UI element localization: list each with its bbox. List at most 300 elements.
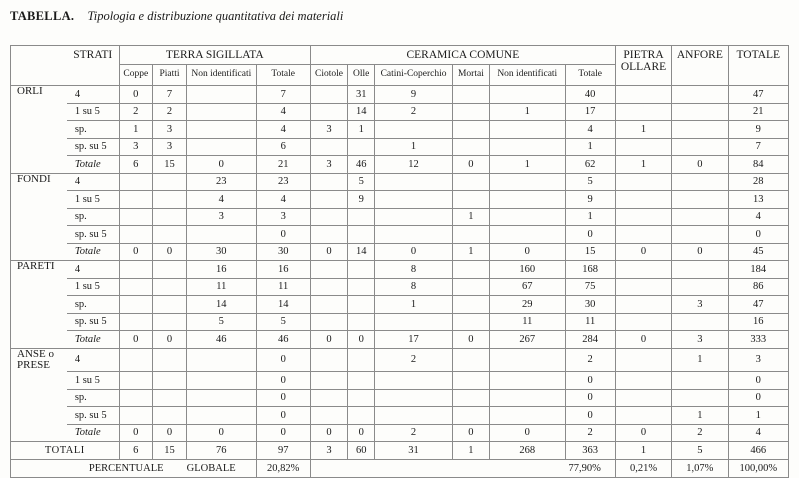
table-row (11, 191, 789, 209)
table-cell (119, 296, 152, 314)
table-cell (672, 208, 728, 226)
table-cell: 2 (375, 424, 452, 442)
table-cell (348, 348, 375, 372)
table-cell: 8 (375, 261, 452, 279)
table-cell: 0 (152, 243, 186, 261)
table-cell: 30 (565, 296, 615, 314)
table-cell: 0 (152, 424, 186, 442)
table-cell: 0 (615, 424, 671, 442)
table-cell (615, 191, 671, 209)
table-cell (348, 226, 375, 244)
table-row (11, 331, 789, 349)
table-cell (119, 173, 152, 191)
table-cell (119, 348, 152, 372)
section-label (11, 208, 67, 226)
table-cell: 3 (672, 331, 728, 349)
totali-cell: 268 (490, 442, 565, 460)
row-label: Totale (67, 331, 119, 349)
table-cell (152, 372, 186, 390)
row-label: sp. (67, 208, 119, 226)
header-ceramica-comune: CERAMICA COMUNE (310, 46, 615, 65)
table-row (11, 138, 789, 156)
table-cell (615, 296, 671, 314)
table-cell (348, 296, 375, 314)
table-cell: 9 (565, 191, 615, 209)
totali-cell: 15 (152, 442, 186, 460)
header-anfore: ANFORE (672, 46, 728, 86)
row-label: sp. (67, 121, 119, 139)
table-cell: 9 (728, 121, 788, 139)
table-cell: 160 (490, 261, 565, 279)
table-cell (310, 86, 347, 104)
table-cell: 1 (452, 243, 489, 261)
table-cell (310, 372, 347, 390)
table-cell (375, 313, 452, 331)
table-cell (187, 389, 256, 407)
header-pietra-ollare: PIETRA OLLARE (615, 46, 671, 86)
table-cell: 47 (728, 296, 788, 314)
table-row (11, 407, 789, 425)
subheader-ciotole: Ciotole (310, 65, 347, 86)
table-cell: 0 (452, 424, 489, 442)
table-cell: 30 (187, 243, 256, 261)
table-row (11, 278, 789, 296)
subheader-non-identificati-ts: Non identificati (187, 65, 256, 86)
table-cell (119, 208, 152, 226)
table-row (11, 121, 789, 139)
table-cell (152, 313, 186, 331)
table-cell (615, 86, 671, 104)
table-cell: 0 (152, 331, 186, 349)
percentuale-terra-sigillata: 20,82% (256, 460, 310, 478)
totali-cell: 97 (256, 442, 310, 460)
table-cell: 3 (310, 156, 347, 174)
table-cell (452, 226, 489, 244)
table-cell (187, 86, 256, 104)
table-cell (672, 103, 728, 121)
table-cell: 0 (119, 424, 152, 442)
table-row (11, 208, 789, 226)
table-cell (490, 173, 565, 191)
table-cell: 1 (672, 348, 728, 372)
row-label: Totale (67, 243, 119, 261)
table-cell: 3 (119, 138, 152, 156)
table-cell: 1 (672, 407, 728, 425)
table-cell: 0 (348, 331, 375, 349)
table-cell: 1 (375, 296, 452, 314)
table-cell (187, 226, 256, 244)
table-cell (615, 348, 671, 372)
percentuale-anfore: 1,07% (672, 460, 728, 478)
subheader-coppe: Coppe (119, 65, 152, 86)
table-cell (310, 278, 347, 296)
table-cell: 12 (375, 156, 452, 174)
table-cell: 284 (565, 331, 615, 349)
table-cell (187, 407, 256, 425)
table-cell: 0 (565, 389, 615, 407)
table-cell (672, 121, 728, 139)
table-cell (119, 372, 152, 390)
totali-cell: 466 (728, 442, 788, 460)
table-cell (490, 191, 565, 209)
table-cell: 0 (256, 407, 310, 425)
section-label (11, 407, 67, 425)
table-row (11, 313, 789, 331)
table-cell: 3 (310, 121, 347, 139)
table-cell: 4 (256, 191, 310, 209)
table-cell: 28 (728, 173, 788, 191)
table-cell: 7 (728, 138, 788, 156)
table-cell: 86 (728, 278, 788, 296)
section-label (11, 226, 67, 244)
table-cell: 62 (565, 156, 615, 174)
table-cell: 23 (256, 173, 310, 191)
row-label: 4 (67, 86, 119, 104)
totali-cell: 363 (565, 442, 615, 460)
row-label: 1 su 5 (67, 191, 119, 209)
table-cell: 5 (256, 313, 310, 331)
table-cell (119, 313, 152, 331)
table-cell: 1 (615, 121, 671, 139)
table-cell (119, 278, 152, 296)
table-cell (490, 208, 565, 226)
table-cell (187, 348, 256, 372)
table-cell: 75 (565, 278, 615, 296)
table-cell (452, 313, 489, 331)
table-cell: 11 (256, 278, 310, 296)
table-cell (187, 138, 256, 156)
table-row (11, 389, 789, 407)
section-label (11, 313, 67, 331)
table-cell (348, 313, 375, 331)
table-cell: 1 (119, 121, 152, 139)
table-cell: 29 (490, 296, 565, 314)
section-label (11, 138, 67, 156)
header-totale: TOTALE (728, 46, 788, 86)
table-cell: 4 (256, 121, 310, 139)
table-cell (490, 372, 565, 390)
row-label: 1 su 5 (67, 372, 119, 390)
table-cell: 16 (187, 261, 256, 279)
table-cell: 0 (256, 389, 310, 407)
table-cell (615, 389, 671, 407)
table-cell: 16 (256, 261, 310, 279)
table-cell: 0 (490, 424, 565, 442)
table-cell: 5 (565, 173, 615, 191)
table-cell: 0 (375, 243, 452, 261)
table-row (11, 156, 789, 174)
table-cell (152, 278, 186, 296)
row-label: sp. su 5 (67, 138, 119, 156)
totali-cell: 76 (187, 442, 256, 460)
table-cell (348, 372, 375, 390)
row-label: sp. su 5 (67, 226, 119, 244)
table-cell: 1 (452, 208, 489, 226)
totali-row (11, 442, 789, 460)
row-label: 1 su 5 (67, 103, 119, 121)
table-cell (672, 372, 728, 390)
table-cell (310, 296, 347, 314)
table-cell (490, 226, 565, 244)
table-cell: 0 (672, 243, 728, 261)
table-row (11, 296, 789, 314)
row-label: 1 su 5 (67, 278, 119, 296)
section-label (11, 331, 67, 349)
table-cell: 333 (728, 331, 788, 349)
table-cell (152, 173, 186, 191)
table-cell: 1 (348, 121, 375, 139)
table-cell: 0 (452, 331, 489, 349)
table-row (11, 348, 789, 372)
table-cell: 46 (187, 331, 256, 349)
table-cell: 0 (310, 243, 347, 261)
totali-label: TOTALI (11, 442, 120, 460)
table-cell (615, 103, 671, 121)
table-cell: 0 (310, 331, 347, 349)
table-cell (490, 121, 565, 139)
table-cell: 6 (119, 156, 152, 174)
row-label: 4 (67, 348, 119, 372)
table-cell (348, 278, 375, 296)
row-label: 4 (67, 261, 119, 279)
table-cell (490, 138, 565, 156)
table-cell (375, 226, 452, 244)
subheader-catini-coperchio: Catini-Coperchio (375, 65, 452, 86)
table-cell (187, 103, 256, 121)
table-cell: 0 (565, 407, 615, 425)
table-cell: 2 (565, 424, 615, 442)
section-label: ORLI (11, 86, 67, 104)
table-cell: 0 (187, 156, 256, 174)
header-corner (11, 46, 67, 86)
subheader-totale-ts: Totale (256, 65, 310, 86)
caption-text: Tipologia e distribuzione quantitativa dei materiali (87, 9, 344, 23)
table-cell: 14 (348, 243, 375, 261)
section-label (11, 103, 67, 121)
subheader-piatti: Piatti (152, 65, 186, 86)
table-cell (119, 407, 152, 425)
table-cell: 1 (728, 407, 788, 425)
table-cell: 17 (565, 103, 615, 121)
table-cell: 21 (256, 156, 310, 174)
table-cell (452, 348, 489, 372)
table-row (11, 226, 789, 244)
table-cell (490, 348, 565, 372)
caption-label: TABELLA. (10, 9, 75, 23)
section-label (11, 243, 67, 261)
header-strati: STRATI (67, 46, 119, 86)
table-cell (615, 372, 671, 390)
table-cell: 67 (490, 278, 565, 296)
table-cell: 14 (348, 103, 375, 121)
table-cell (375, 389, 452, 407)
row-label: Totale (67, 156, 119, 174)
table-cell (375, 191, 452, 209)
section-label (11, 191, 67, 209)
row-label: sp. (67, 389, 119, 407)
table-cell: 4 (565, 121, 615, 139)
table-cell (452, 278, 489, 296)
table-cell (452, 173, 489, 191)
table-cell: 0 (728, 389, 788, 407)
table-cell (348, 261, 375, 279)
table-cell: 31 (348, 86, 375, 104)
table-row (11, 372, 789, 390)
table-cell (119, 226, 152, 244)
table-cell (152, 261, 186, 279)
table-cell (452, 191, 489, 209)
table-cell: 4 (728, 208, 788, 226)
table-cell: 0 (256, 424, 310, 442)
table-cell (310, 226, 347, 244)
table-cell (375, 372, 452, 390)
table-cell (119, 389, 152, 407)
table-cell (152, 296, 186, 314)
table-cell (452, 407, 489, 425)
table-cell: 0 (672, 156, 728, 174)
table-cell (672, 226, 728, 244)
table-cell (152, 407, 186, 425)
table-cell: 3 (728, 348, 788, 372)
table-cell (672, 313, 728, 331)
table-cell: 0 (310, 424, 347, 442)
table-row (11, 261, 789, 279)
table-cell: 1 (615, 156, 671, 174)
table-cell (348, 407, 375, 425)
table-cell (452, 372, 489, 390)
table-cell: 7 (256, 86, 310, 104)
table-cell (452, 103, 489, 121)
table-cell (348, 389, 375, 407)
table-cell: 23 (187, 173, 256, 191)
table-cell (615, 278, 671, 296)
table-cell (375, 407, 452, 425)
table-cell: 8 (375, 278, 452, 296)
table-cell (348, 138, 375, 156)
section-label (11, 156, 67, 174)
table-cell: 0 (565, 372, 615, 390)
subheader-non-identificati-cc: Non identificati (490, 65, 565, 86)
table-cell: 3 (256, 208, 310, 226)
header-terra-sigillata: TERRA SIGILLATA (119, 46, 310, 65)
row-label: 4 (67, 173, 119, 191)
table-cell: 0 (728, 372, 788, 390)
table-cell (187, 121, 256, 139)
table-cell (375, 208, 452, 226)
table-cell: 11 (490, 313, 565, 331)
table-cell: 30 (256, 243, 310, 261)
table-cell: 11 (565, 313, 615, 331)
percentuale-pietra-ollare: 0,21% (615, 460, 671, 478)
table-cell: 46 (256, 331, 310, 349)
table-cell: 4 (187, 191, 256, 209)
totali-cell: 1 (452, 442, 489, 460)
table-cell: 9 (375, 86, 452, 104)
table-cell (119, 261, 152, 279)
row-label: sp. (67, 296, 119, 314)
table-cell: 0 (119, 331, 152, 349)
table-cell: 0 (452, 156, 489, 174)
table-caption (10, 9, 343, 24)
table-cell (310, 173, 347, 191)
table-cell: 2 (375, 103, 452, 121)
table-cell: 0 (615, 331, 671, 349)
subheader-olle: Olle (348, 65, 375, 86)
table-cell: 1 (565, 208, 615, 226)
table-cell (187, 372, 256, 390)
table-cell: 9 (348, 191, 375, 209)
table-cell: 3 (152, 121, 186, 139)
table-cell (452, 138, 489, 156)
table-cell: 1 (375, 138, 452, 156)
section-label (11, 278, 67, 296)
table-cell (452, 296, 489, 314)
table-cell: 6 (256, 138, 310, 156)
table-body (11, 86, 789, 478)
table-cell: 84 (728, 156, 788, 174)
table-cell: 2 (672, 424, 728, 442)
table-cell (152, 191, 186, 209)
table-cell (152, 226, 186, 244)
table-cell: 0 (348, 424, 375, 442)
table-cell: 13 (728, 191, 788, 209)
table-cell: 0 (728, 226, 788, 244)
table-cell: 0 (119, 86, 152, 104)
table-cell: 168 (565, 261, 615, 279)
table-cell: 0 (119, 243, 152, 261)
table-cell: 0 (490, 243, 565, 261)
section-label (11, 372, 67, 390)
section-label: ANSE o PRESE (11, 348, 67, 372)
table-cell (615, 226, 671, 244)
table-cell (672, 278, 728, 296)
table-cell: 7 (152, 86, 186, 104)
table-cell: 2 (119, 103, 152, 121)
table-cell (375, 121, 452, 139)
table-cell (452, 261, 489, 279)
table-row (11, 103, 789, 121)
table-cell: 16 (728, 313, 788, 331)
percentuale-row (11, 460, 789, 478)
table-cell (152, 389, 186, 407)
table-cell: 1 (490, 103, 565, 121)
totali-cell: 60 (348, 442, 375, 460)
table-row (11, 86, 789, 104)
table-cell (490, 86, 565, 104)
table-cell: 15 (565, 243, 615, 261)
table-cell (672, 389, 728, 407)
table-cell: 5 (348, 173, 375, 191)
table-cell (119, 191, 152, 209)
table-cell: 3 (152, 138, 186, 156)
table-cell: 21 (728, 103, 788, 121)
table-cell (452, 389, 489, 407)
table-cell: 184 (728, 261, 788, 279)
table-row (11, 243, 789, 261)
totali-cell: 6 (119, 442, 152, 460)
table-cell (672, 86, 728, 104)
totali-cell: 3 (310, 442, 347, 460)
table-cell: 0 (256, 226, 310, 244)
table-cell: 0 (256, 348, 310, 372)
percentuale-label: PERCENTUALE GLOBALE (11, 460, 257, 478)
table-cell: 0 (565, 226, 615, 244)
row-label: sp. su 5 (67, 407, 119, 425)
table-cell (310, 208, 347, 226)
totali-cell: 31 (375, 442, 452, 460)
table-cell (348, 208, 375, 226)
table-cell: 0 (187, 424, 256, 442)
